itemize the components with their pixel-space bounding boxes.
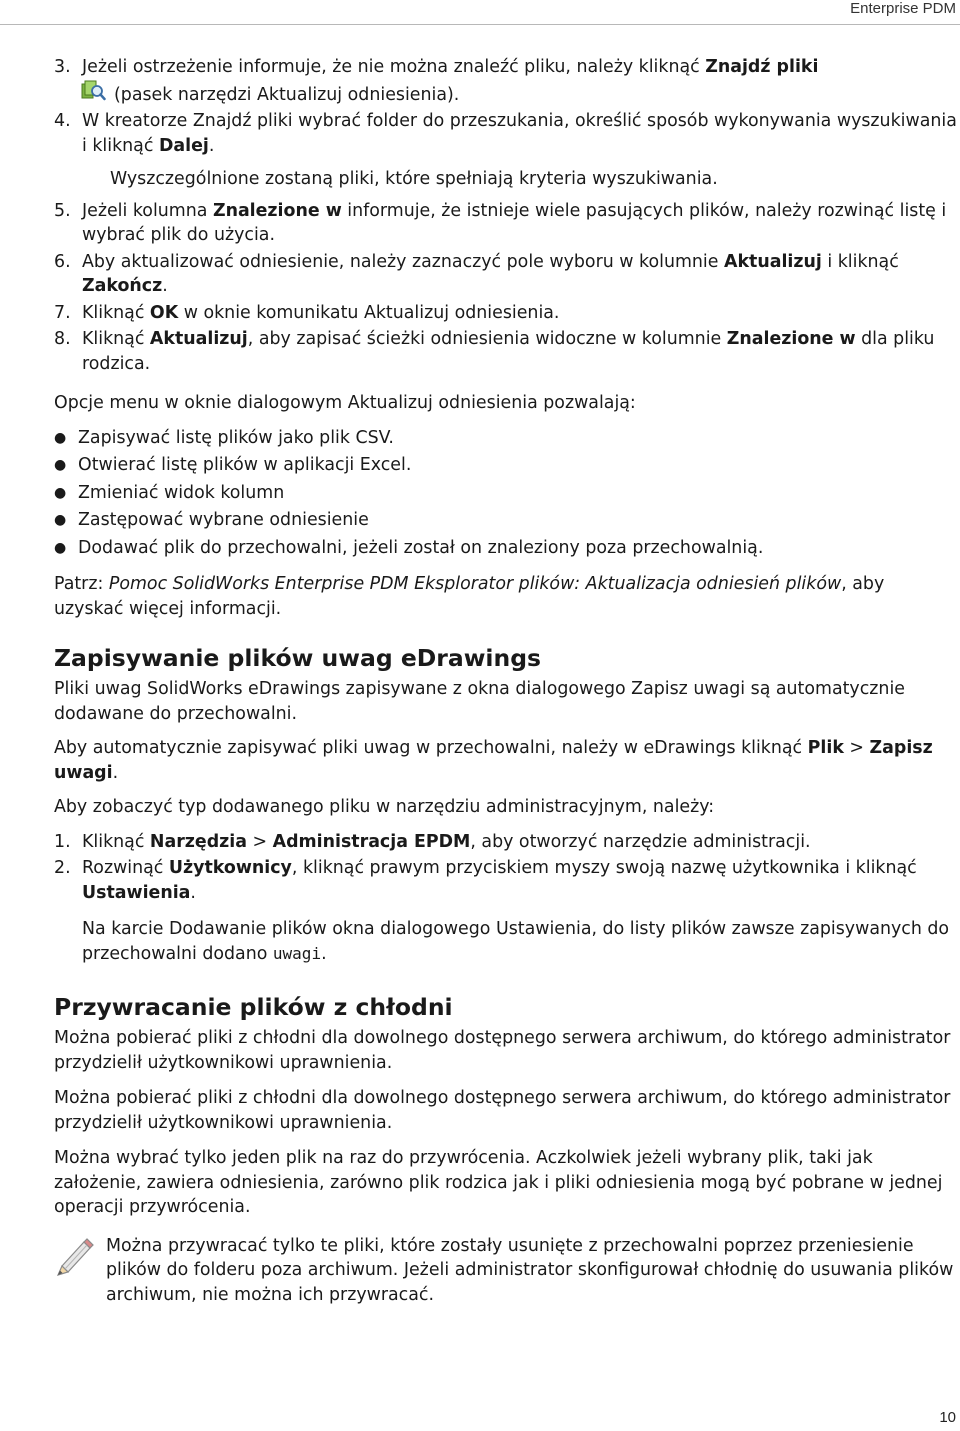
option-text: Zastępować wybrane odniesienie bbox=[78, 510, 369, 530]
list-item bbox=[54, 55, 958, 109]
text-span: informuje, że istnieje wiele pasujących plików, należy rozwinąć listę i wybrać plik do użycia. bbox=[82, 200, 947, 245]
list-item bbox=[54, 301, 958, 326]
find-files-icon bbox=[80, 80, 106, 110]
text-span: Kliknąć bbox=[82, 302, 150, 323]
paragraph: Pliki uwag SolidWorks eDrawings zapisywane z okna dialogowego Zapisz uwagi są automatycznie dodawane do przechowalni. bbox=[54, 679, 905, 724]
text-span: , aby zapisać ścieżki odniesienia widoczne w kolumnie bbox=[247, 329, 727, 349]
step-number: 6. bbox=[54, 251, 71, 272]
text-span: (pasek narzędzi Aktualizuj odniesienia). bbox=[114, 84, 460, 105]
list-item bbox=[54, 536, 958, 561]
text-span: Kliknąć bbox=[82, 329, 150, 349]
bold-term: Plik bbox=[807, 738, 844, 758]
text-span: . bbox=[321, 943, 327, 964]
list-item bbox=[54, 508, 958, 533]
text-span: Rozwinąć bbox=[82, 858, 169, 878]
step-number: 1. bbox=[54, 831, 71, 852]
header-rule bbox=[0, 24, 960, 25]
bold-term: Aktualizuj bbox=[723, 251, 822, 272]
list-item bbox=[54, 199, 958, 248]
text-span: . bbox=[190, 882, 196, 903]
list-item bbox=[54, 830, 958, 855]
step-number: 3. bbox=[54, 57, 71, 77]
option-text: Dodawać plik do przechowalni, jeżeli został on znaleziony poza przechowalnią. bbox=[78, 537, 764, 558]
step-number: 8. bbox=[54, 329, 71, 349]
bullet: ● bbox=[54, 512, 67, 528]
bold-term: Administracja EPDM bbox=[272, 831, 471, 852]
text-span: W kreatorze Znajdź pliki wybrać folder do przeszukania, określić sposób wykonywania wyszukiwania i kliknąć bbox=[82, 111, 957, 156]
option-text: Zmieniać widok kolumn bbox=[78, 482, 285, 503]
list-item bbox=[54, 856, 958, 966]
step-text bbox=[82, 830, 958, 855]
text-span: Patrz: bbox=[54, 574, 109, 594]
bold-term: Narzędzia bbox=[149, 831, 247, 852]
step-text bbox=[82, 301, 958, 326]
text-span: > bbox=[246, 831, 273, 852]
text-span: Jeżeli ostrzeżenie informuje, że nie można znaleźć pliku, należy kliknąć bbox=[82, 57, 706, 77]
page-number: 10 bbox=[939, 1409, 956, 1426]
list-item bbox=[54, 109, 958, 192]
step-number: 2. bbox=[54, 858, 71, 878]
step-text bbox=[82, 55, 958, 109]
header-title: Enterprise PDM bbox=[850, 0, 956, 17]
step-number: 4. bbox=[54, 111, 71, 131]
step-text bbox=[82, 327, 958, 376]
list-item bbox=[54, 426, 958, 451]
text-span: > bbox=[843, 738, 870, 758]
text-span: dla pliku rodzica. bbox=[82, 329, 935, 374]
list-item bbox=[54, 453, 958, 478]
paragraph: Aby zobaczyć typ dodawanego pliku w narzędziu administracyjnym, należy: bbox=[54, 797, 715, 817]
list-item bbox=[54, 481, 958, 506]
step-number: 5. bbox=[54, 200, 71, 221]
text-span: Kliknąć bbox=[82, 831, 150, 852]
bold-term: Znajdź pliki bbox=[705, 57, 819, 77]
list-item bbox=[54, 250, 958, 299]
list-item bbox=[54, 327, 958, 376]
text-span: , aby otworzyć narzędzie administracji. bbox=[470, 831, 811, 852]
text-span: . bbox=[162, 276, 168, 296]
bold-term: Zakończ bbox=[82, 276, 163, 296]
step-text bbox=[82, 199, 958, 248]
bold-term: OK bbox=[149, 302, 179, 323]
options-list bbox=[54, 426, 958, 561]
bold-term: Aktualizuj bbox=[149, 329, 248, 349]
paragraph: Można pobierać pliki z chłodni dla dowolnego dostępnego serwera archiwum, do którego administrator przydzielił użytkownikowi uprawnienia. bbox=[54, 1088, 951, 1133]
pencil-icon bbox=[54, 1234, 106, 1308]
option-text: Zapisywać listę plików jako plik CSV. bbox=[78, 427, 394, 448]
paragraph: Można wybrać tylko jeden plik na raz do przywrócenia. Aczkolwiek jeżeli wybrany plik, taki jak założenie, zawiera odniesienia, zarówno plik rodzica jak i pliki odniesienia mogą być pobrane w jednej operacji przywrócenia. bbox=[54, 1148, 943, 1217]
text-span: . bbox=[208, 135, 215, 156]
bullet: ● bbox=[54, 457, 67, 473]
text-span: i kliknąć bbox=[821, 251, 899, 272]
note-text: Można przywracać tylko te pliki, które zostały usunięte z przechowalni poprzez przeniesienie plików do folderu poza archiwum. Jeżeli administrator skonfigurował chłodnię do usuwania plików archiwum, nie można ich przywracać. bbox=[106, 1235, 954, 1305]
bold-term: Zapisz uwagi bbox=[54, 738, 933, 783]
help-link[interactable]: Pomoc SolidWorks Enterprise PDM Eksplorator plików: Aktualizacja odniesień plików bbox=[108, 574, 842, 594]
step-subtext: Wyszczególnione zostaną pliki, które spełniają kryteria wyszukiwania. bbox=[110, 169, 718, 189]
text-span: . bbox=[112, 762, 119, 783]
section-heading-edrawings: Zapisywanie plików uwag eDrawings bbox=[54, 644, 542, 672]
bullet: ● bbox=[54, 484, 67, 501]
step-number: 7. bbox=[54, 302, 71, 323]
text-span: Na karcie Dodawanie plików okna dialogowego Ustawienia, do listy plików zawsze zapisywanych do przechowalni dodano bbox=[82, 919, 950, 964]
section-heading-cold-storage: Przywracanie plików z chłodni bbox=[54, 993, 453, 1021]
step-subtext bbox=[82, 917, 958, 966]
text-span: , aby uzyskać więcej informacji. bbox=[54, 574, 885, 619]
options-intro: Opcje menu w oknie dialogowym Aktualizuj odniesienia pozwalają: bbox=[54, 393, 636, 413]
paragraph bbox=[54, 736, 958, 785]
text-span: w oknie komunikatu Aktualizuj odniesienia. bbox=[178, 302, 560, 323]
bold-term: Użytkownicy bbox=[168, 858, 292, 878]
text-span: Jeżeli kolumna bbox=[82, 200, 213, 221]
bold-term: Ustawienia bbox=[82, 882, 191, 903]
bold-term: Znalezione w bbox=[726, 329, 856, 349]
bullet: ● bbox=[54, 539, 67, 556]
step-text bbox=[82, 109, 958, 192]
step-text bbox=[82, 856, 958, 966]
option-text: Otwierać listę plików w aplikacji Excel. bbox=[78, 455, 412, 475]
text-span: Aby automatycznie zapisywać pliki uwag w przechowalni, należy w eDrawings kliknąć bbox=[54, 738, 808, 758]
see-also bbox=[54, 572, 958, 621]
document-body bbox=[54, 55, 958, 1307]
text-span: Aby aktualizować odniesienie, należy zaznaczyć pole wyboru w kolumnie bbox=[82, 251, 724, 272]
code-term: uwagi bbox=[272, 943, 322, 963]
bold-term: Dalej bbox=[158, 135, 209, 156]
bullet: ● bbox=[54, 429, 67, 446]
step-text bbox=[82, 250, 958, 299]
note-box bbox=[54, 1234, 958, 1308]
paragraph: Można pobierać pliki z chłodni dla dowolnego dostępnego serwera archiwum, do którego administrator przydzielił użytkownikowi uprawnienia. bbox=[54, 1028, 951, 1073]
bold-term: Znalezione w bbox=[212, 200, 342, 221]
text-span: , kliknąć prawym przyciskiem myszy swoją nazwę użytkownika i kliknąć bbox=[291, 858, 917, 878]
